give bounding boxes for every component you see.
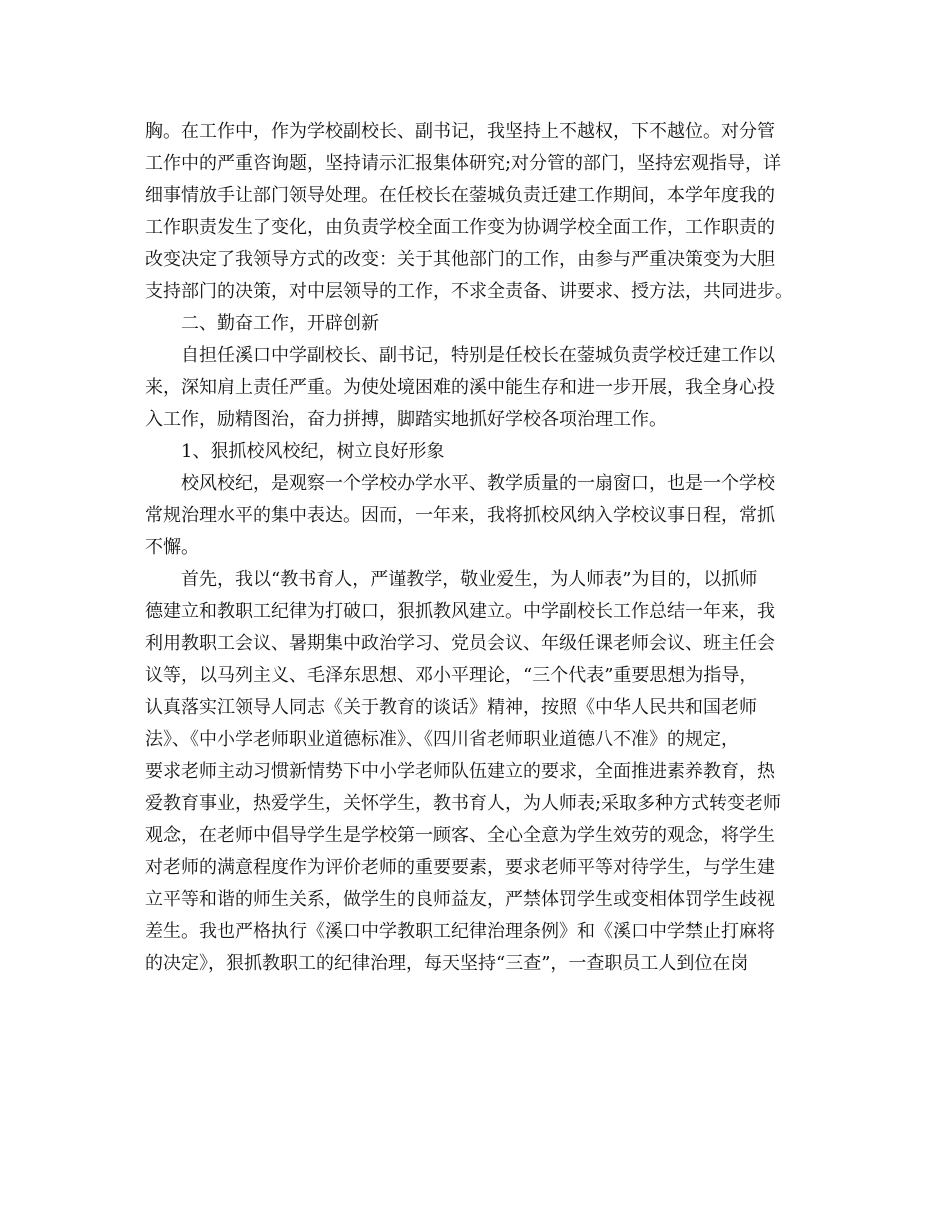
text-line: 利用教职工会议、暑期集中政治学习、党员会议、年级任课老师会议、班主任会 [145,633,775,654]
text-line: 胸。在工作中，作为学校副校长、副书记，我坚持上不越权，下不越位。对分管 [145,121,775,142]
text-line: 校风校纪，是观察一个学校办学水平、教学质量的一扇窗口，也是一个学校 [181,473,775,494]
text-line: 首先，我以“教书育人，严谨教学，敬业爱生，为人师表”为目的，以抓师 [181,569,758,590]
text-line: 立平等和谐的师生关系，做学生的良师益友，严禁体罚学生或变相体罚学生歧视 [145,889,775,910]
text-line: 工作职责发生了变化，由负责学校全面工作变为协调学校全面工作，工作职责的 [145,217,775,238]
text-line: 要求老师主动习惯新情势下中小学老师队伍建立的要求，全面推进素养教育，热 [145,761,775,782]
text-line: 自担任溪口中学副校长、副书记，特别是任校长在蓥城负责学校迁建工作以 [181,345,775,366]
text-line: 法》、《中小学老师职业道德标准》、《四川省老师职业道德八不准》的规定， [145,729,739,750]
text-line: 不懈。 [145,537,199,558]
text-line: 差生。我也严格执行《溪口中学教职工纪律治理条例》和《溪口中学禁止打麻将 [145,921,775,942]
document-body [145,116,810,980]
text-line: 德建立和教职工纪律为打破口，狠抓教风建立。中学副校长工作总结一年来，我 [145,601,775,622]
text-line: 议等，以马列主义、毛泽东思想、邓小平理论，“三个代表”重要思想为指导， [145,665,758,686]
text-line: 常规治理水平的集中表达。因而，一年来，我将抓校风纳入学校议事日程，常抓 [145,505,775,526]
text-line: 观念，在老师中倡导学生是学校第一顾客、全心全意为学生效劳的观念，将学生 [145,825,775,846]
text-line: 认真落实江领导人同志《关于教育的谈话》精神，按照《中华人民共和国老师 [145,697,757,718]
text-line: 支持部门的决策，对中层领导的工作，不求全责备、讲要求、授方法，共同进步。 [145,281,793,302]
text-line: 入工作，励精图治，奋力拼搏，脚踏实地抓好学校各项治理工作。 [145,409,667,430]
text-line: 改变决定了我领导方式的改变：关于其他部门的工作，由参与严重决策变为大胆 [145,249,775,270]
text-line: 的决定》，狠抓教职工的纪律治理，每天坚持“三查”，一查职员工人到位在岗 [145,953,749,974]
text-line: 1、狠抓校风校纪，树立良好形象 [181,441,445,462]
text-line: 工作中的严重咨询题，坚持请示汇报集体研究;对分管的部门，坚持宏观指导，详 [145,153,782,174]
text-line: 来，深知肩上责任严重。为使处境困难的溪中能生存和进一步开展，我全身心投 [145,377,775,398]
text-line: 对老师的满意程度作为评价老师的重要要素，要求老师平等对待学生，与学生建 [145,857,775,878]
text-line: 爱教育事业，热爱学生，关怀学生，教书育人，为人师表;采取多种方式转变老师 [145,793,782,814]
text-line: 二、勤奋工作，开辟创新 [181,313,379,334]
text-line: 细事情放手让部门领导处理。在任校长在蓥城负责迁建工作期间，本学年度我的 [145,185,775,206]
